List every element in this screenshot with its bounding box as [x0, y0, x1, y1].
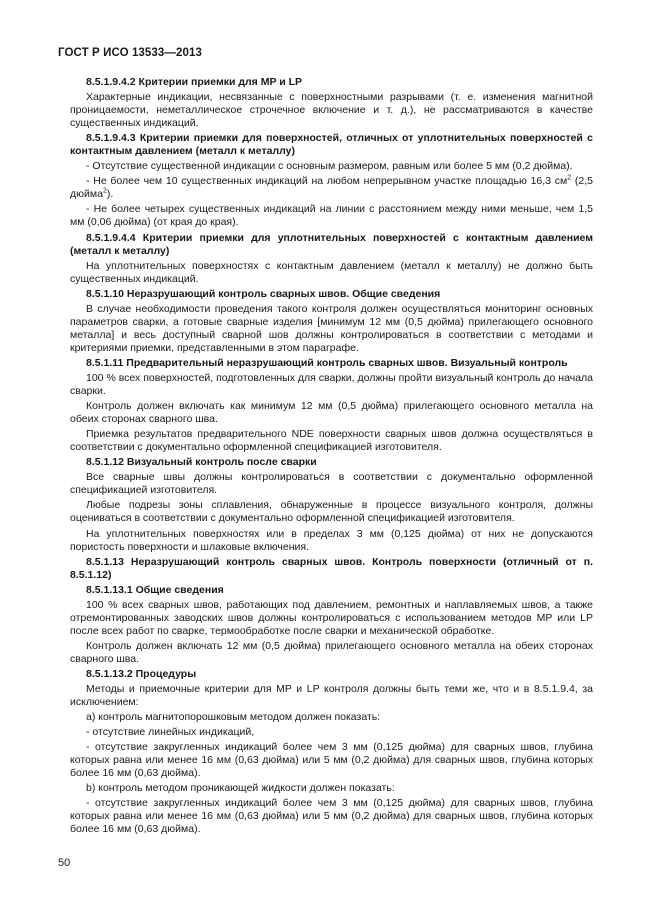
paragraph: 100 % всех поверхностей, подготовленных для сварки, должны пройти визуальный контроль до начала сварки. [70, 371, 593, 398]
heading-8-5-1-10: 8.5.1.10 Неразрушающий контроль сварных швов. Общие сведения [86, 287, 441, 300]
paragraph: На уплотнительных поверхностях или в пределах 3 мм (0,125 дюйма) от них не допускаются пористость поверхности и шлаковые включения. [70, 527, 593, 553]
list-item: а) контроль магнитопорошковым методом должен показать: [86, 711, 381, 724]
paragraph-area-criterion: - Не более чем 10 существенных индикаций на любом непрерывном участке площадью 16,3 $см^2$ (2,5 дюйма$^2$). [70, 174, 593, 201]
paragraph: Характерные индикации, несвязанные с поверхностными разрывами (т. е. изменения магнитной проницаемости, неметаллическое строчечное включение и т. д.), не рассматриваются в качестве существенных индикаций. [70, 91, 593, 130]
paragraph: Приемка результатов предварительного NDE поверхности сварных швов должна осуществляться в соответствии с документально оформленной спецификацией изготовителя. [70, 428, 593, 454]
paragraph: Методы и приемочные критерии для MP и LP контроля должны быть теми же, что и в 8.5.1.9.4, за исключением: [70, 683, 593, 709]
list-item: - отсутствие закругленных индикаций более чем 3 мм (0,125 дюйма) для сварных швов, глубина которых равна или менее 16 мм (0,63 дюйма) или 5 мм (0,2 дюйма) для сварных швов, глубина которых более 16 мм (0,63 дюйма). [70, 741, 593, 780]
heading-8-5-1-13: 8.5.1.13 Неразрушающий контроль сварных швов. Контроль поверхности (отличный от п. 8.5.1.12) [70, 555, 593, 581]
heading-8-5-1-9-4-4: 8.5.1.9.4.4 Критерии приемки для уплотнительных поверхностей с контактным давлением (металл к металлу) [70, 231, 593, 257]
list-item: b) контроль методом проникающей жидкости должен показать: [86, 782, 395, 795]
document-body [70, 76, 593, 839]
paragraph: В случае необходимости проведения такого контроля должен осуществляться мониторинг основных параметров сварки, а готовые сварные изделия [минимум 12 мм (0,5 дюйма) прилегающего основного металла] и весь доступный сварной шов должны контролироваться в соответствии с методами и критериями приемки, представленными в этом параграфе. [70, 302, 593, 354]
paragraph: - Не более четырех существенных индикаций на линии с расстоянием между ними меньше, чем 1,5 мм (0,06 дюйма) (от края до края). [70, 203, 593, 229]
heading-8-5-1-12: 8.5.1.12 Визуальный контроль после сварки [86, 456, 317, 469]
heading-8-5-1-13-1: 8.5.1.13.1 Общие сведения [86, 583, 224, 596]
paragraph: - Отсутствие существенной индикации с основным размером, равным или более 5 мм (0,2 дюйма). [86, 160, 573, 173]
page-number: 50 [58, 857, 71, 869]
page-header-title: ГОСТ Р ИСО 13533—2013 [58, 47, 203, 59]
list-item: - отсутствие линейных индикаций, [86, 726, 255, 739]
list-item: - отсутствие закругленных индикаций более чем 3 мм (0,125 дюйма) для сварных швов, глубина которых равна или менее 16 мм (0,63 дюйма) или 5 мм (0,2 дюйма) для сварных швов, глубина которых более 16 мм (0,63 дюйма). [70, 797, 593, 836]
heading-8-5-1-9-4-2: 8.5.1.9.4.2 Критерии приемки для MP и LP [86, 76, 302, 88]
heading-8-5-1-11: 8.5.1.11 Предварительный неразрушающий контроль сварных швов. Визуальный контроль [86, 356, 568, 369]
paragraph: Контроль должен включать как минимум 12 мм (0,5 дюйма) прилегающего основного металла на обеих сторонах сварного шва. [70, 400, 593, 426]
paragraph: Контроль должен включать 12 мм (0,5 дюйма) прилегающего основного металла на обеих сторонах сварного шва. [70, 639, 593, 665]
paragraph: 100 % всех сварных швов, работающих под давлением, ремонтных и наплавляемых швов, а также отремонтированных заводских швов должны контролироваться с использованием методов MP или LP после всех работ по сварке, термообработке после сварки и механической обработке. [70, 598, 593, 637]
paragraph: На уплотнительных поверхностях с контактным давлением (металл к металлу) не должно быть существенных индикаций. [70, 259, 593, 285]
paragraph: Все сварные швы должны контролироваться в соответствии с документально оформленной спецификацией изготовителя. [70, 471, 593, 497]
heading-8-5-1-9-4-3: 8.5.1.9.4.3 Критерии приемки для поверхностей, отличных от уплотнительных поверхностей с контактным давлением (металл к металлу) [70, 132, 593, 158]
paragraph: Любые подрезы зоны сплавления, обнаруженные в процессе визуального контроля, должны оцениваться в соответствии с документально оформленной спецификацией изготовителя. [70, 499, 593, 525]
heading-8-5-1-13-2: 8.5.1.13.2 Процедуры [86, 667, 197, 680]
